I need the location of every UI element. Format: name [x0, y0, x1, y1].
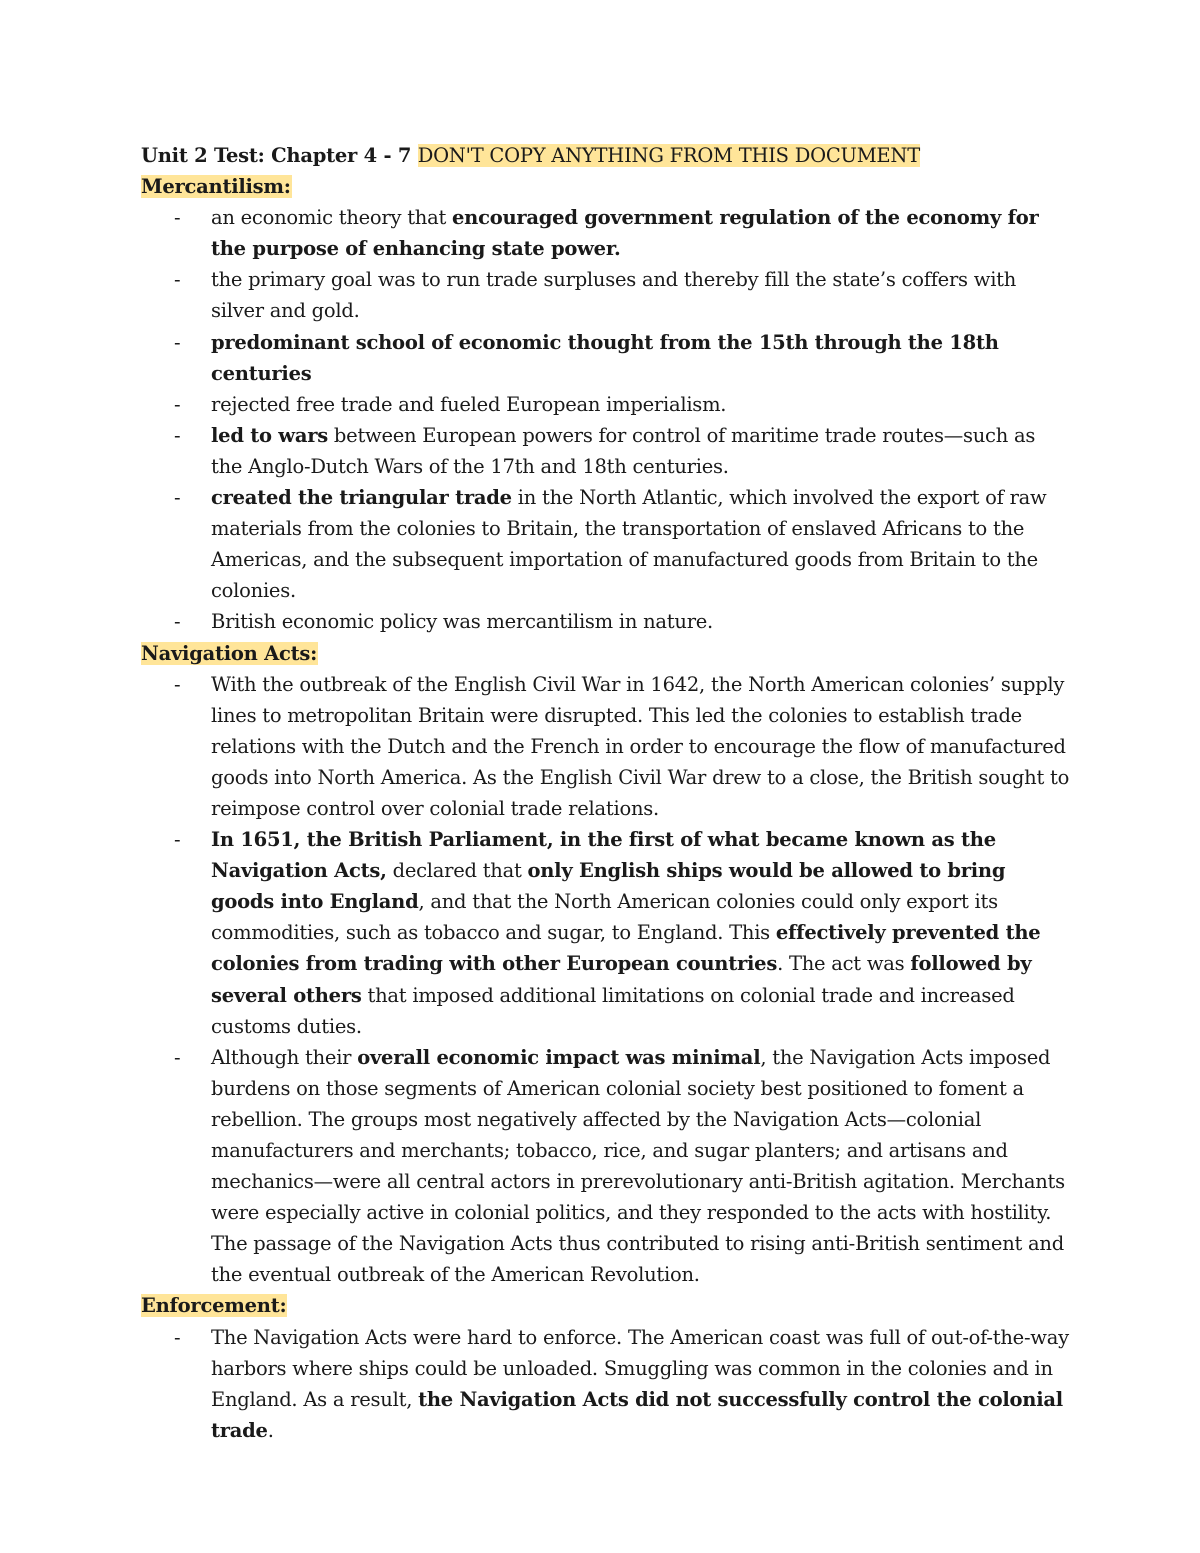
bold-text: led to wars: [211, 423, 328, 447]
section-heading: [141, 1290, 1071, 1321]
text-run: .: [267, 1418, 274, 1442]
text-run: an economic theory that: [211, 206, 452, 230]
bold-text: predominant school of economic thought from the 15th through the 18th centuries: [211, 330, 999, 385]
bullet-item: [141, 327, 1071, 389]
bullet-item: [141, 202, 1071, 264]
text-run: , and that the North American colonies could only export its commodities, such as tobacco and sugar, to England. This: [211, 890, 998, 945]
bullet-list: [141, 1322, 1071, 1446]
text-run: With the outbreak of the English Civil War in 1642, the North American colonies’ supply lines to metropolitan Britain were disrupted. This led the colonies to establish trade relations with the Dutch and the French in order to encourage the flow of manufactured goods into North America. As the English Civil War drew to a close, the British sought to reimpose control over colonial trade relations.: [211, 672, 1070, 820]
bold-text: overall economic impact was minimal: [357, 1045, 761, 1069]
bullet-item: [141, 669, 1071, 824]
document-title: [141, 140, 1071, 171]
bullet-item: [141, 389, 1071, 420]
bullet-list: [141, 669, 1071, 1291]
bullet-list: [141, 202, 1071, 637]
section-heading: [141, 638, 1071, 669]
text-run: , the Navigation Acts imposed burdens on those segments of American colonial society best positioned to foment a rebellion. The groups most negatively affected by the Navigation Acts—colonial manufacturers and merchants; tobacco, rice, and sugar planters; and artisans and mechanics—were all central actors in prerevolutionary anti-British agitation. Merchants were especially active in colonial politics, and they responded to the acts with hostility. The passage of the Navigation Acts thus contributed to rising anti-British sentiment and the eventual outbreak of the American Revolution.: [211, 1045, 1065, 1287]
document-body: [141, 140, 1071, 1446]
title-text: Unit 2 Test: Chapter 4 - 7: [141, 144, 418, 167]
bold-text: the Navigation Acts did not successfully control the colonial trade: [211, 1387, 1063, 1442]
bullet-item: [141, 606, 1071, 637]
bold-text: followed by several others: [211, 952, 1032, 1007]
section-heading-text: Navigation Acts:: [141, 641, 318, 665]
bullet-item: [141, 1042, 1071, 1291]
section-heading: [141, 171, 1071, 202]
text-run: in the North Atlantic, which involved the export of raw materials from the colonies to Britain, the transportation of enslaved Africans to the Americas, and the subsequent importation of manufactured goods from Britain to the colonies.: [211, 486, 1047, 603]
section-heading-text: Mercantilism:: [141, 175, 291, 199]
bullet-item: [141, 824, 1071, 1042]
copy-warning: DON'T COPY ANYTHING FROM THIS DOCUMENT: [417, 144, 920, 167]
text-run: rejected free trade and fueled European imperialism.: [211, 392, 727, 416]
bullet-item: [141, 264, 1071, 326]
text-run: . The act was: [777, 952, 911, 976]
bold-text: created the triangular trade: [211, 486, 512, 510]
section-heading-text: Enforcement:: [141, 1294, 287, 1318]
bullet-item: [141, 482, 1071, 606]
bold-text: only English ships would be allowed to bring goods into England: [211, 859, 1006, 914]
bullet-item: [141, 420, 1071, 482]
text-run: between European powers for control of maritime trade routes—such as the Anglo-Dutch Wars of the 17th and 18th centuries.: [211, 423, 1036, 478]
bold-text: In 1651, the British Parliament, in the first of what became known as the Navigation Acts,: [211, 828, 996, 883]
text-run: Although their: [211, 1045, 358, 1069]
bullet-item: [141, 1322, 1071, 1446]
sections-container: [141, 171, 1071, 1446]
text-run: The Navigation Acts were hard to enforce. The American coast was full of out-of-the-way harbors where ships could be unloaded. Smuggling was common in the colonies and in England. As a result,: [211, 1325, 1069, 1411]
text-run: the primary goal was to run trade surpluses and thereby fill the state’s coffers with silver and gold.: [211, 268, 1017, 323]
text-run: British economic policy was mercantilism in nature.: [211, 610, 714, 634]
text-run: declared that: [386, 859, 528, 883]
bold-text: encouraged government regulation of the economy for the purpose of enhancing state power.: [211, 206, 1039, 261]
text-run: that imposed additional limitations on colonial trade and increased customs duties.: [211, 983, 1015, 1038]
bold-text: effectively prevented the colonies from trading with other European countries: [211, 921, 1041, 976]
